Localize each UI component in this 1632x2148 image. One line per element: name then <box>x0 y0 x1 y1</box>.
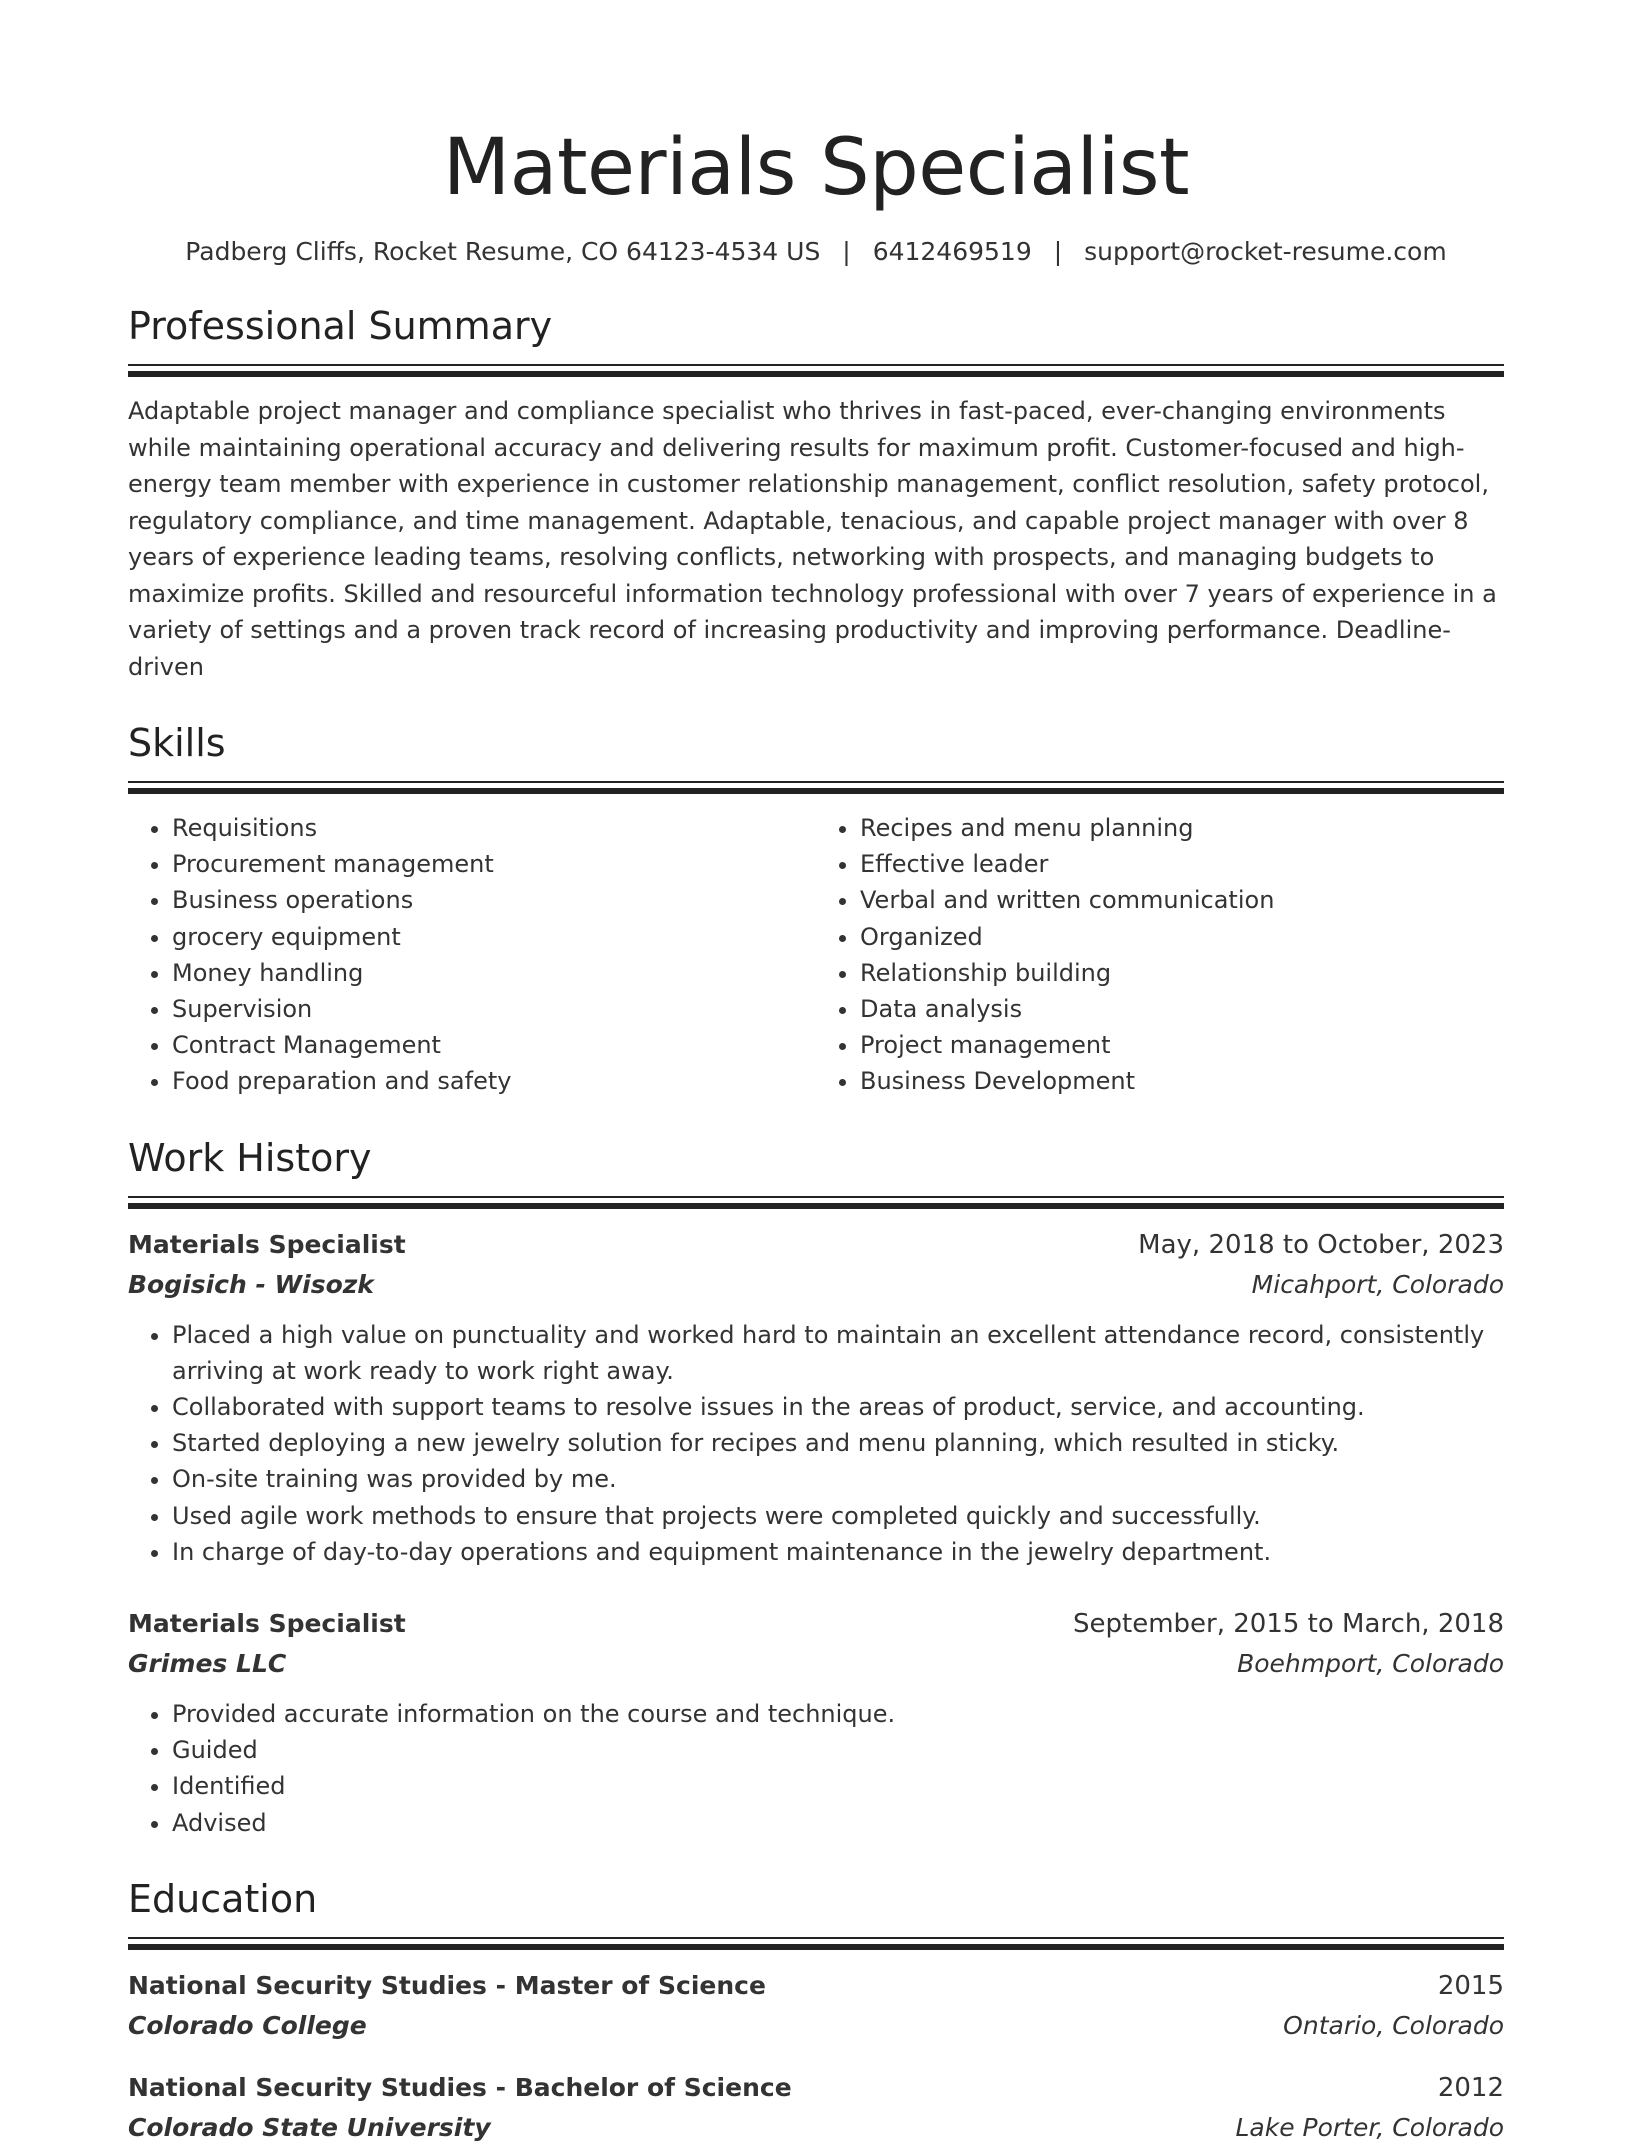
section-divider-thick <box>128 371 1504 377</box>
job-bullet: • Started deploying a new jewelry solution for recipes and menu planning, which resulted in sticky. <box>172 1425 1504 1461</box>
section-divider <box>128 364 1504 366</box>
section-title-education: Education <box>128 1876 318 1921</box>
education-location: Lake Porter, Colorado <box>1235 2112 1504 2142</box>
job-employer: Grimes LLC <box>128 1649 287 1679</box>
section-title-work: Work History <box>128 1135 372 1180</box>
section-divider <box>128 1196 1504 1198</box>
education-degree: National Security Studies - Bachelor of Science <box>128 2072 792 2102</box>
job-title: Materials Specialist <box>128 1609 406 1639</box>
skill-item: • Business operations <box>172 882 816 918</box>
skills-list-left <box>128 810 816 1100</box>
skills-list-right <box>816 810 1504 1100</box>
resume-title: Materials Specialist <box>442 123 1190 213</box>
skill-item: • Contract Management <box>172 1027 816 1063</box>
contact-email: support@rocket-resume.com <box>1084 237 1447 266</box>
education-section <box>128 1875 1504 2148</box>
job-bullet: • Collaborated with support teams to resolve issues in the areas of product, service, and accounting. <box>172 1389 1504 1425</box>
skill-item: • Procurement management <box>172 846 816 882</box>
section-divider <box>128 1937 1504 1939</box>
skill-item: • Organized <box>860 919 1504 955</box>
skill-item: • Money handling <box>172 955 816 991</box>
job-location: Boehmport, Colorado <box>1237 1649 1504 1679</box>
resume-page <box>128 0 1504 2148</box>
skill-item: • Requisitions <box>172 810 816 846</box>
job-bullet: • Placed a high value on punctuality and worked hard to maintain an excellent attendance record, consistently arriving at work ready to work right away. <box>172 1317 1504 1389</box>
job-bullet: • Used agile work methods to ensure that projects were completed quickly and successfully. <box>172 1498 1504 1534</box>
education-entry <box>128 2068 1504 2148</box>
skill-item: • Recipes and menu planning <box>860 810 1504 846</box>
skill-item: • Verbal and written communication <box>860 882 1504 918</box>
skill-item: • Business Development <box>860 1063 1504 1099</box>
skill-item: • Effective leader <box>860 846 1504 882</box>
job-bullets <box>128 1317 1504 1570</box>
skill-item: • Project management <box>860 1027 1504 1063</box>
skill-item: • Relationship building <box>860 955 1504 991</box>
job-dates: May, 2018 to October, 2023 <box>1138 1229 1504 1260</box>
job-entry <box>128 1604 1504 1841</box>
section-divider <box>128 781 1504 783</box>
education-location: Ontario, Colorado <box>1283 2010 1504 2040</box>
job-dates: September, 2015 to March, 2018 <box>1073 1609 1504 1640</box>
section-divider-thick <box>128 1203 1504 1209</box>
contact-separator: | <box>1053 237 1063 266</box>
contact-line <box>128 236 1504 268</box>
summary-text: Adaptable project manager and compliance specialist who thrives in fast-paced, ever-changing environments while maintaining operational accuracy and delivering results for maximum profit. Customer-focused and high-energy team member with experience in customer relationship management, conflict resolution, safety protocol, regulatory compliance, and time management. Adaptable, tenacious, and capable project manager with over 8 years of experience leading teams, resolving conflicts, networking with prospects, and managing budgets to maximize profits. Skilled and resourceful information technology professional with over 7 years of experience in a variety of settings and a proven track record of increasing productivity and improving performance. Deadline-driven <box>128 397 1497 681</box>
job-location: Micahport, Colorado <box>1251 1269 1504 1299</box>
skill-item: • Food preparation and safety <box>172 1063 816 1099</box>
job-bullet: • In charge of day-to-day operations and equipment maintenance in the jewelry department. <box>172 1534 1504 1570</box>
job-bullet: • Identified <box>172 1768 1504 1804</box>
job-entry <box>128 1225 1504 1570</box>
education-year: 2012 <box>1437 2072 1504 2103</box>
section-divider-thick <box>128 1944 1504 1950</box>
job-bullet: • Guided <box>172 1732 1504 1768</box>
skill-item: • grocery equipment <box>172 919 816 955</box>
education-school: Colorado College <box>128 2010 367 2040</box>
job-employer: Bogisich - Wisozk <box>128 1269 374 1299</box>
job-bullet: • On-site training was provided by me. <box>172 1461 1504 1497</box>
contact-separator: | <box>842 237 851 266</box>
skill-item: • Supervision <box>172 991 816 1027</box>
summary-section <box>128 302 1504 685</box>
job-bullets <box>128 1696 1504 1841</box>
job-title: Materials Specialist <box>128 1229 406 1259</box>
education-entry <box>128 1966 1504 2046</box>
education-degree: National Security Studies - Master of Science <box>128 1970 766 2000</box>
skills-columns <box>128 810 1504 1100</box>
education-school: Colorado State University <box>128 2112 491 2142</box>
skills-section <box>128 719 1504 1100</box>
section-title-summary: Professional Summary <box>128 304 553 348</box>
contact-phone: 6412469519 <box>872 237 1032 266</box>
work-section <box>128 1134 1504 1841</box>
education-year: 2015 <box>1437 1970 1504 2001</box>
job-bullet: • Advised <box>172 1805 1504 1841</box>
job-bullet: • Provided accurate information on the course and technique. <box>172 1696 1504 1732</box>
section-title-skills: Skills <box>128 721 226 765</box>
section-divider-thick <box>128 788 1504 794</box>
skill-item: • Data analysis <box>860 991 1504 1027</box>
contact-address: Padberg Cliffs, Rocket Resume, CO 64123-4534 US <box>185 237 821 266</box>
